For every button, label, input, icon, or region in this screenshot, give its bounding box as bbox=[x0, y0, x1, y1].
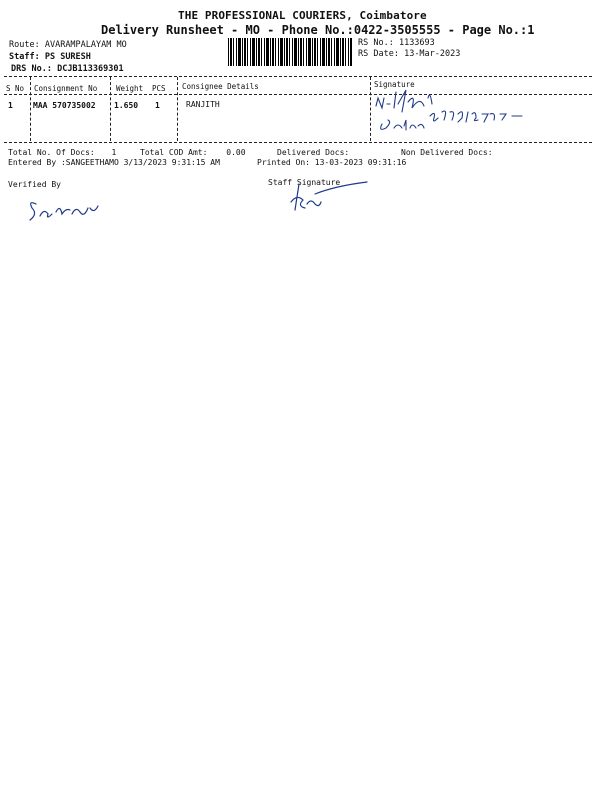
printed-on: Printed On: 13-03-2023 09:31:16 bbox=[257, 158, 407, 167]
runsheet-title: Delivery Runsheet - MO - Phone No.:0422-3505555 - Page No.:1 bbox=[101, 23, 535, 37]
entered-by: Entered By :SANGEETHAMO 3/13/2023 9:31:15 AM bbox=[8, 158, 220, 167]
staff-value: PS SURESH bbox=[44, 52, 91, 62]
col-divider bbox=[30, 77, 31, 141]
cell-sno: 1 bbox=[8, 101, 13, 110]
col-header-signature: Signature bbox=[374, 80, 415, 89]
col-header-weight: Weight bbox=[116, 84, 144, 93]
cell-consignment: MAA 570735002 bbox=[33, 101, 96, 110]
handwritten-receiver-signature bbox=[372, 84, 532, 140]
cell-consignee: RANJITH bbox=[186, 100, 220, 109]
total-docs-value: 1 bbox=[111, 148, 117, 157]
staff-signature-mark bbox=[285, 180, 375, 216]
staff-line bbox=[9, 52, 91, 62]
col-divider bbox=[110, 77, 111, 141]
staff-signature-label: Staff Signature bbox=[268, 178, 341, 187]
rs-no-line bbox=[358, 38, 435, 48]
table-bottom-rule bbox=[4, 142, 592, 143]
table-top-rule bbox=[4, 76, 592, 77]
cell-pcs: 1 bbox=[155, 101, 160, 110]
rs-date-value: 13-Mar-2023 bbox=[404, 49, 461, 59]
total-docs-label: Total No. Of Docs: bbox=[8, 148, 95, 157]
total-docs-line bbox=[8, 148, 116, 157]
rs-no-label: RS No.: bbox=[358, 38, 394, 48]
col-divider bbox=[177, 77, 178, 141]
drs-label: DRS No.: bbox=[11, 64, 52, 74]
drs-line bbox=[11, 64, 124, 74]
total-cod-label: Total COD Amt: bbox=[140, 148, 208, 157]
rs-date-label: RS Date: bbox=[358, 49, 399, 59]
total-cod-line bbox=[140, 148, 246, 157]
barcode-image bbox=[228, 38, 352, 66]
verifier-signature bbox=[26, 194, 106, 224]
cell-weight: 1.650 bbox=[114, 101, 139, 110]
route-label: Route: bbox=[9, 40, 40, 50]
col-header-consignee: Consignee Details bbox=[182, 82, 259, 91]
delivered-docs-label: Delivered Docs: bbox=[277, 148, 350, 157]
staff-label: Staff: bbox=[9, 52, 40, 62]
col-divider bbox=[370, 77, 371, 141]
total-cod-value: 0.00 bbox=[226, 148, 246, 157]
col-header-pcs: PCS bbox=[152, 84, 166, 93]
company-title: THE PROFESSIONAL COURIERS, Coimbatore bbox=[178, 9, 427, 22]
col-header-consignment: Consignment No bbox=[34, 84, 98, 93]
verified-by-label: Verified By bbox=[8, 180, 61, 189]
col-header-sno: S No bbox=[6, 84, 25, 93]
non-delivered-docs-label: Non Delivered Docs: bbox=[401, 148, 493, 157]
route-line bbox=[9, 40, 127, 50]
rs-no-value: 1133693 bbox=[398, 38, 435, 48]
rs-date-line bbox=[358, 49, 460, 59]
drs-value: DCJB113369301 bbox=[57, 64, 124, 74]
route-value: AVARAMPALAYAM MO bbox=[44, 40, 127, 50]
